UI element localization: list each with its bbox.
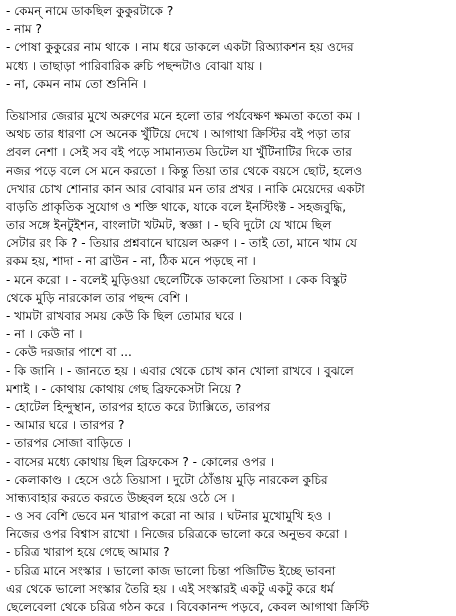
text-line: - কেলাকাণ্ড । হেসে ওঠে তিয়াসা । দুটো ঠোঁঙায় মুড়ি নারকেল কুচির (6, 472, 328, 487)
text-line: - কি জানি । - জানতে হয় । এবার থেকে চোখ কান খোলা রাখবে । বুঝলে (6, 363, 354, 378)
text-line: তিয়াসার জেরার মুখে অরুণের মনে হলো তার পর্যবেক্ষণ ক্ষমতা কতো কম । (6, 108, 361, 123)
text-line: এর থেকে ভালো সংস্কার তৈরি হয় । এই সংস্কারই একটু একটু করে ধর্ম (6, 581, 334, 596)
text-line: প্রবল নেশা । সেই সব বই পড়ে সামান্যতম ডিটেল যা খুঁটিনাটির দিকে তার (6, 145, 352, 160)
text-line: - না । কেউ না । (6, 327, 83, 342)
text-line: রকম হয়, শাদা - না ব্রাউন - না, ঠিক মনে পড়ছে না । (6, 254, 256, 269)
text-line: - নাম ? (6, 22, 42, 37)
text-line: বাড়তি প্রাকৃতিক সুযোগ ও শক্তি থাকে, যাকে বলে ইনস্টিংক্ট - সহজবুদ্ধি, (6, 199, 347, 214)
text-line: - মনে করো । - বলেই মুড়িওয়া ছেলেটিকে ডাকলো তিয়াসা । কেক বিস্কুট (6, 272, 347, 287)
text-line: - আমার ঘরে । তারপর ? (6, 418, 125, 433)
text-line: নিজের ওপর বিশ্বাস রাখো । নিজের চরিত্রকে ভালো করে অনুভব করো । (6, 527, 348, 542)
text-line: তার সঙ্গে ইনটুইশন, বাংলাটা খটমট, স্বজ্ঞা । - ছবি দুটো যে খামে ছিল (6, 218, 332, 233)
text-line: - পোষা কুকুরের নাম থাকে । নাম ধরে ডাকলে একটা রিঅ্যাকশন হয় ওদের (6, 40, 354, 55)
text-line: - কেমন্ নামে ডাকছিল কুকুরটাকে ? (6, 4, 174, 18)
text-line: মধ্যে । তাছাড়া পারিবারিক রুচি পছন্দটাও বোঝা যায় । (6, 58, 263, 73)
text-line: সান্ধ্যবাহার করতে করতে উচ্ছবল হয়ে ওঠে সে । (6, 490, 235, 505)
text-line: - তারপর সোজা বাড়িতে । (6, 436, 132, 451)
narrative-block (6, 107, 450, 616)
text-line: দেখার চোখ শোনার কান আর বোঝার মন তার প্রখর । নাকি মেয়েদের একটা (6, 181, 365, 196)
text-line: থেকে মুড়ি নারকোল তার পছন্দ বেশি । (6, 290, 189, 305)
text-line: নজর পড়ে বলে সে মনে করতো । কিন্তু তিয়া তার থেকে বয়সে ছোট, হলেও (6, 163, 363, 178)
text-line: মশাই । - কোথায় কোথায় গেছ ব্রিফকেসটা নিয়ে ? (6, 381, 242, 396)
text-line: - খামটা রাখবার সময় কেউ কি ছিল তোমার ঘরে । (6, 309, 243, 323)
text-line: ছেলেবেলা থেকে চরিত্র গঠন করে । বিবেকানন্দ পড়বে, কেবল আগাথা ক্রিস্টি (6, 600, 370, 614)
text-line: - চরিত্র মানে সংস্কার । ভালো কাজ ভালো চিন্তা পজিটিভ ইচ্ছে ভাবনা (6, 563, 336, 578)
text-line: - ও সব বেশি ভেবে মন খারাপ করো না আর । ঘটনার মুখোমুখি হও । (6, 509, 331, 524)
dialogue-block (6, 2, 450, 93)
paragraph-gap (6, 93, 450, 107)
text-line: - চরিত্র খারাপ হয়ে গেছে আমার ? (6, 545, 170, 560)
text-line: - বাসের মধ্যে কোথায় ছিল ব্রিফকেস ? - কোলের ওপর । (6, 454, 275, 469)
text-line: সেটার রং কি ? - তিয়ার প্রশ্নবানে ঘায়েল অরুণ । - তাই তো, মানে খাম যে (6, 236, 357, 251)
text-line: - হোটেল হিন্দুস্থান, তারপর হাতে করে ট্যাক্সিতে, তারপর (6, 399, 271, 414)
text-line: - না, কেমন নাম তো শুনিনি । (6, 76, 147, 91)
text-line: - কেউ দরজার পাশে বা ... (6, 345, 132, 360)
text-line: অথচ তার ধারণা সে অনেক খুঁটিয়ে দেখে । আগাথা ক্রিস্টির বই পড়া তার (6, 127, 351, 142)
